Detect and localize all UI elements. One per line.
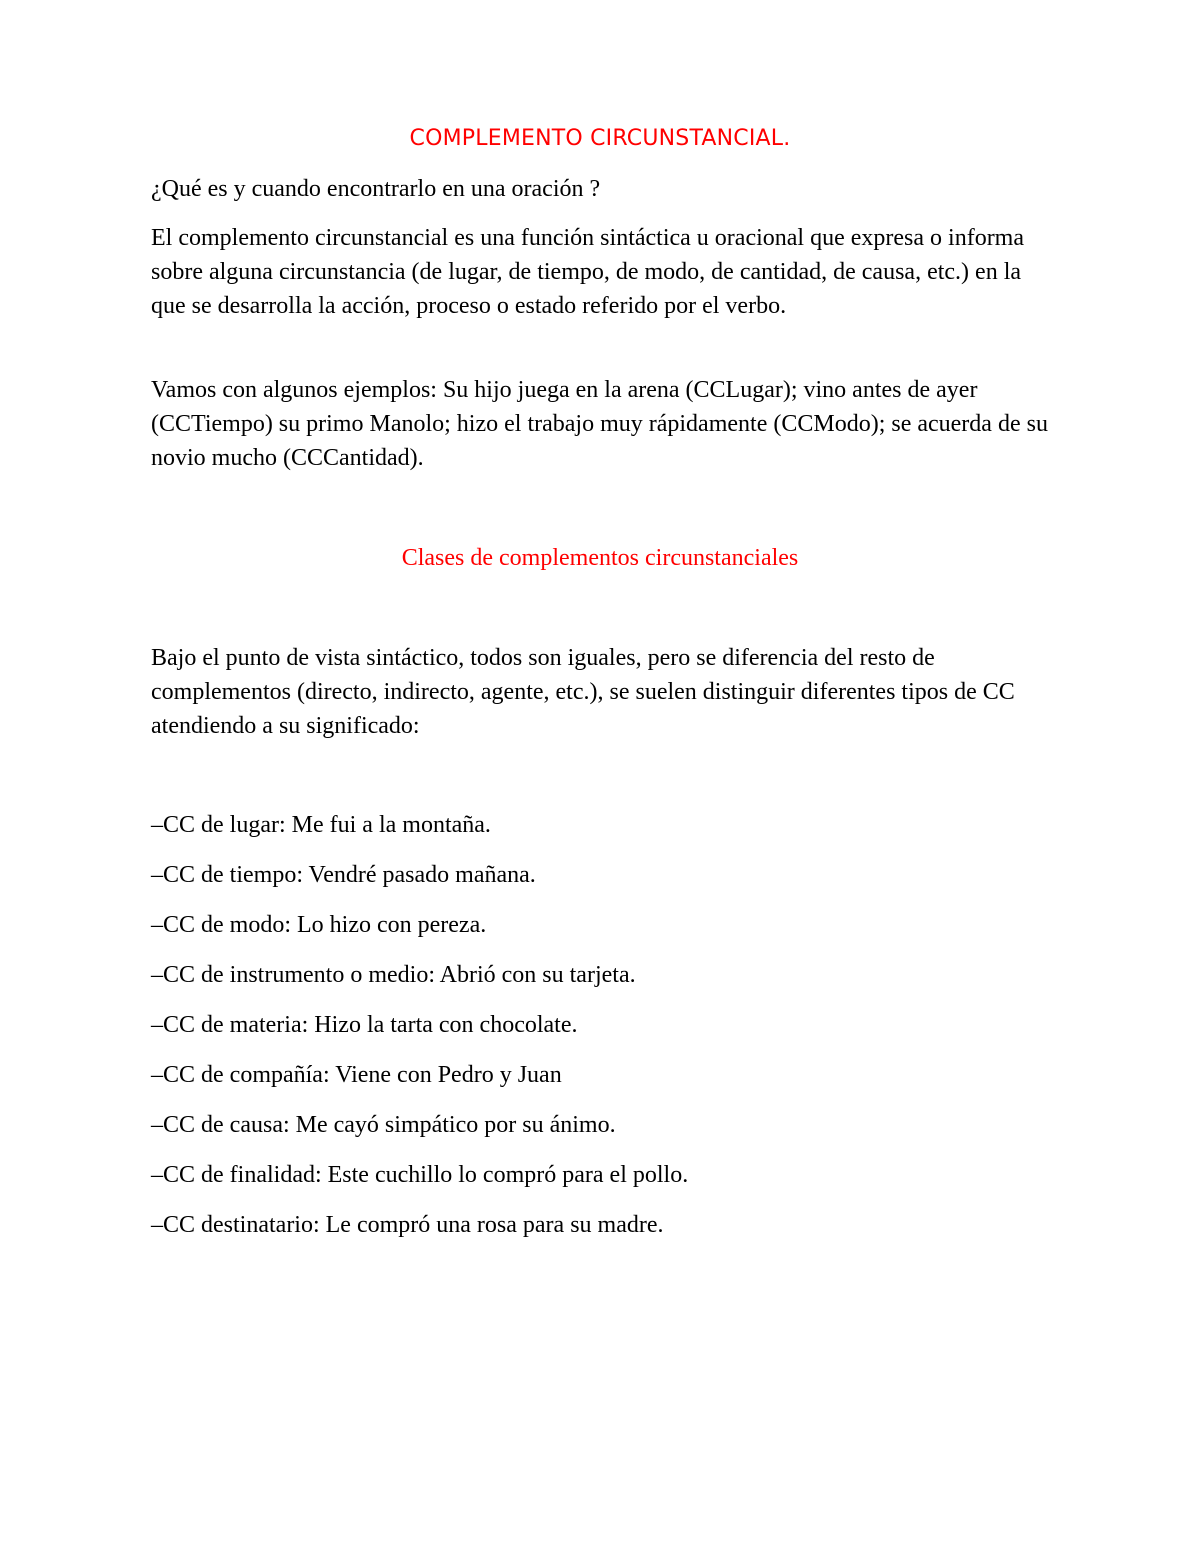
section-subtitle: Clases de complementos circunstanciales [401,545,799,571]
list-item: –CC de materia: Hizo la tarta con chocolate. [151,1012,578,1038]
list-item: –CC de modo: Lo hizo con pereza. [151,912,487,938]
cc-types-list [151,808,1056,1258]
definition-paragraph: El complemento circunstancial es una función sintáctica u oracional que expresa o informa sobre alguna circunstancia (de lugar, de tiempo, de modo, de cantidad, de causa, etc.) en la que se desarrolla la acción, proceso o estado referido por el verbo. [151,225,1024,319]
examples-paragraph: Vamos con algunos ejemplos: Su hijo juega en la arena (CCLugar); vino antes de ayer (CCTiempo) su primo Manolo; hizo el trabajo muy rápidamente (CCModo); se acuerda de su novio mucho (CCCantidad). [151,377,1048,471]
list-item: –CC de tiempo: Vendré pasado mañana. [151,862,536,888]
list-item: –CC de finalidad: Este cuchillo lo compró para el pollo. [151,1162,689,1188]
question-line: ¿Qué es y cuando encontrarlo en una oración ? [151,176,601,202]
list-item: –CC destinatario: Le compró una rosa para su madre. [151,1212,664,1238]
list-item: –CC de lugar: Me fui a la montaña. [151,812,491,838]
list-item: –CC de causa: Me cayó simpático por su ánimo. [151,1112,616,1138]
classes-intro-paragraph: Bajo el punto de vista sintáctico, todos son iguales, pero se diferencia del resto de complementos (directo, indirecto, agente, etc.), se suelen distinguir diferentes tipos de CC atendiendo a su significado: [151,645,1015,739]
list-item: –CC de instrumento o medio: Abrió con su tarjeta. [151,962,636,988]
list-item: –CC de compañía: Viene con Pedro y Juan [151,1062,562,1088]
document-title: COMPLEMENTO CIRCUNSTANCIAL. [409,126,791,151]
